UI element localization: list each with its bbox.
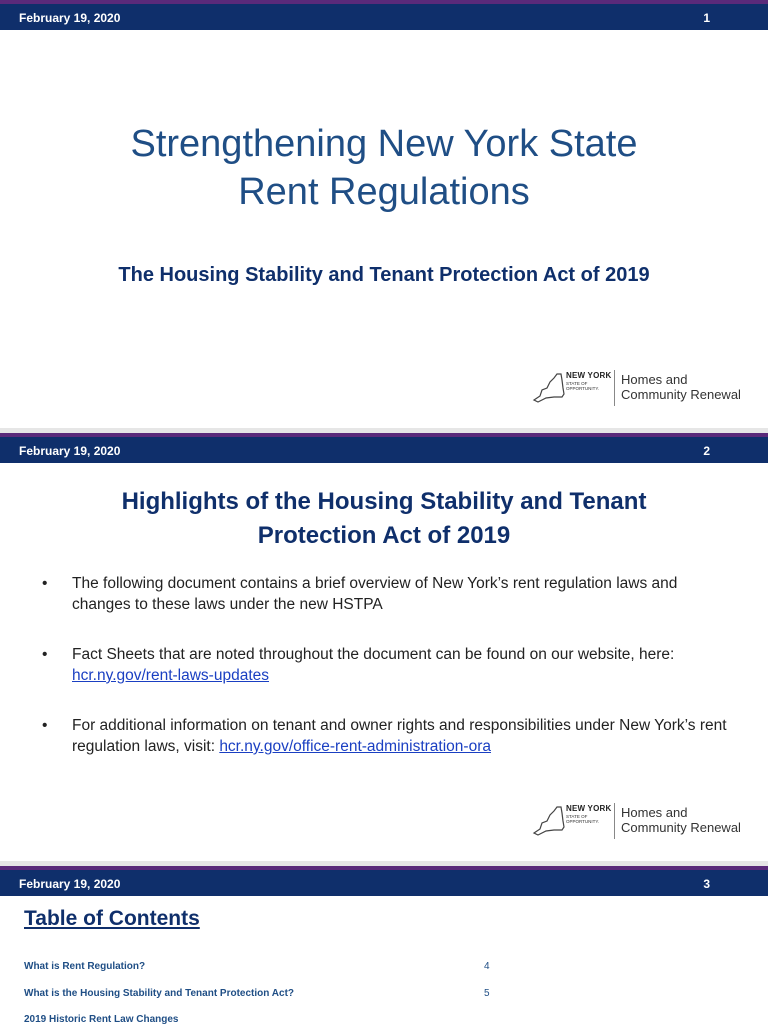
toc-entry-label: 2019 Historic Rent Law Changes	[24, 1014, 179, 1024]
slide-title-line-2: Protection Act of 2019	[257, 522, 511, 549]
bullet-text: The following document contains a brief overview of New York’s rent regulation laws and changes to these laws under the new HSTPA	[72, 575, 678, 613]
toc-entry-label: What is the Housing Stability and Tenant Protection Act?	[24, 988, 295, 999]
slide-title	[40, 485, 728, 553]
logo-agency-line-2: Community Renewal	[621, 387, 741, 402]
bullet-item	[40, 573, 740, 615]
toc-entry[interactable]	[24, 961, 504, 972]
slide-header	[0, 433, 768, 463]
slide-date: February 19, 2020	[19, 11, 121, 25]
logo-state-name: NEW YORK	[566, 804, 612, 813]
toc-entry-label: What is Rent Regulation?	[24, 961, 146, 972]
bullet-item	[40, 715, 740, 757]
toc-title: Table of Contents	[24, 907, 200, 930]
toc-entry[interactable]	[24, 988, 504, 999]
slide-title	[0, 120, 768, 216]
ny-state-outline-icon	[530, 372, 566, 406]
slide-header	[0, 866, 768, 896]
toc-entry[interactable]	[24, 1014, 504, 1024]
toc-entry-page: 5	[484, 988, 490, 999]
slide-title-line-1: Strengthening New York State	[130, 123, 638, 165]
bullet-item	[40, 644, 740, 686]
toc-entry-page: 4	[484, 961, 490, 972]
logo-agency-line-1: Homes and	[621, 372, 688, 387]
bullet-list	[40, 573, 740, 786]
slide-title-line-1: Highlights of the Housing Stability and Tenant	[121, 488, 647, 515]
logo-agency-line-2: Community Renewal	[621, 820, 741, 835]
slide-3	[0, 866, 768, 1024]
slide-number: 1	[703, 11, 710, 25]
slide-number: 3	[703, 877, 710, 891]
nys-hcr-logo	[528, 370, 748, 410]
bullet-text: For additional information on tenant and owner rights and responsibilities under New York’s rent regulation laws, visit:	[72, 717, 727, 755]
slide-date: February 19, 2020	[19, 444, 121, 458]
slide-1	[0, 0, 768, 428]
logo-divider	[614, 803, 615, 839]
slide-header	[0, 0, 768, 30]
slide-2	[0, 433, 768, 861]
nys-hcr-logo	[528, 803, 748, 843]
slide-subtitle: The Housing Stability and Tenant Protection Act of 2019	[118, 264, 650, 286]
slide-title-line-2: Rent Regulations	[238, 171, 530, 213]
rent-laws-updates-link[interactable]: hcr.ny.gov/rent-laws-updates	[72, 667, 270, 684]
bullet-text: Fact Sheets that are noted throughout the document can be found on our website, here:	[72, 646, 675, 663]
slide-date: February 19, 2020	[19, 877, 121, 891]
logo-divider	[614, 370, 615, 406]
logo-state-name: NEW YORK	[566, 371, 612, 380]
office-rent-administration-link[interactable]: hcr.ny.gov/office-rent-administration-ora	[219, 738, 491, 755]
logo-state-tagline: STATE OF OPPORTUNITY.	[566, 814, 600, 824]
slide-number: 2	[703, 444, 710, 458]
ny-state-outline-icon	[530, 805, 566, 839]
logo-agency-line-1: Homes and	[621, 805, 688, 820]
logo-state-tagline: STATE OF OPPORTUNITY.	[566, 381, 600, 391]
